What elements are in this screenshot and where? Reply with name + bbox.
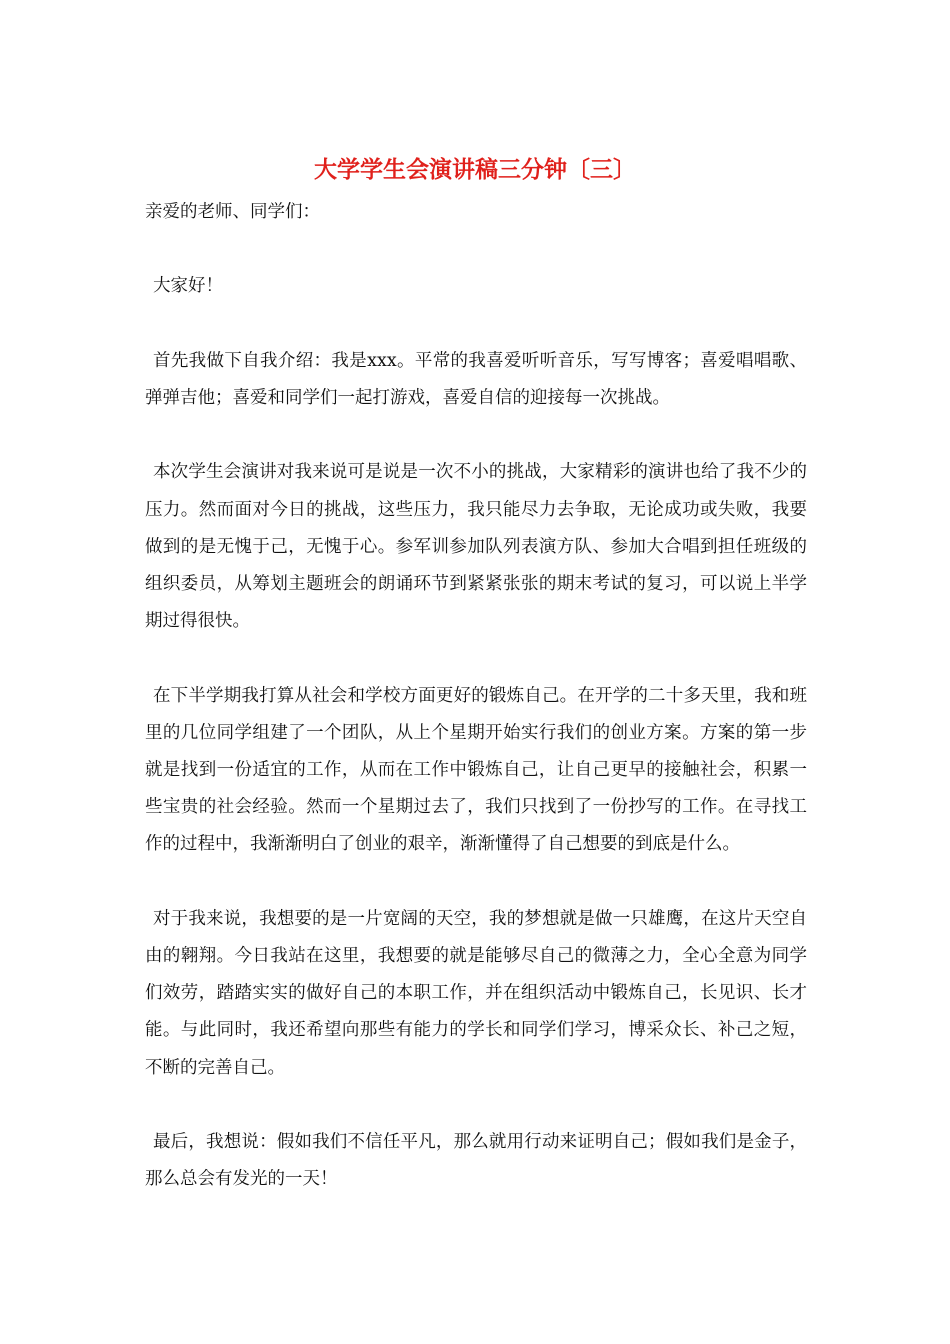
paragraph-closing: 最后，我想说：假如我们不信任平凡，那么就用行动来证明自己；假如我们是金子，那么总会有发光的一天！ xyxy=(145,1131,807,1190)
paragraph-challenge: 本次学生会演讲对我来说可是说是一次不小的挑战，大家精彩的演讲也给了我不少的压力。然而面对今日的挑战，这些压力，我只能尽力去争取，无论成功或失败，我要做到的是无愧于己，无愧于心。参军训参加队列表演方队、参加大合唱到担任班级的组织委员，从筹划主题班会的朗诵环节到紧紧张张的期末考试的复习，可以说上半学期过得很快。 xyxy=(145,462,807,632)
salutation: 亲爱的老师、同学们： xyxy=(145,202,320,222)
document-body xyxy=(145,194,807,1236)
paragraph-greeting: 大家好！ xyxy=(153,276,223,297)
paragraph-introduction: 首先我做下自我介绍：我是xxx。平常的我喜爱听听音乐，写写博客；喜爱唱唱歌、弹弹吉他；喜爱和同学们一起打游戏，喜爱自信的迎接每一次挑战。 xyxy=(145,350,807,408)
page-title: 大学学生会演讲稿三分钟〔三〕 xyxy=(314,156,636,183)
paragraph-plan: 在下半学期我打算从社会和学校方面更好的锻炼自己。在开学的二十多天里，我和班里的几位同学组建了一个团队，从上个星期开始实行我们的创业方案。方案的第一步就是找到一份适宜的工作，从而在工作中锻炼自己，让自己更早的接触社会，积累一些宝贵的社会经验。然而一个星期过去了，我们只找到了一份抄写的工作。在寻找工作的过程中，我渐渐明白了创业的艰辛，渐渐懂得了自己想要的到底是什么。 xyxy=(145,685,807,855)
paragraph-dream: 对于我来说，我想要的是一片宽阔的天空，我的梦想就是做一只雄鹰，在这片天空自由的翱翔。今日我站在这里，我想要的就是能够尽自己的微薄之力，全心全意为同学们效劳，踏踏实实的做好自己的本职工作，并在组织活动中锻炼自己，长见识、长才能。与此同时，我还希望向那些有能力的学长和同学们学习，博采众长、补己之短，不断的完善自己。 xyxy=(145,908,807,1078)
